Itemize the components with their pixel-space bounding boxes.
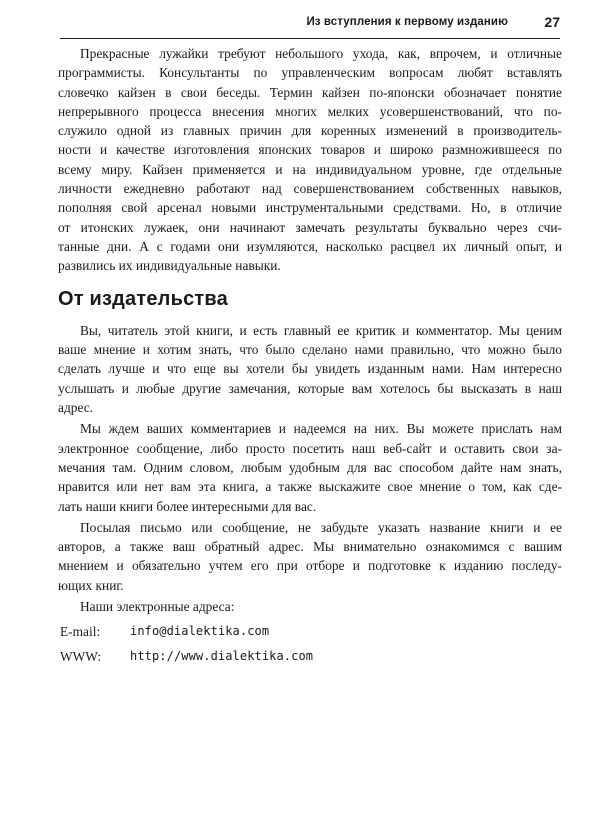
section-heading: От издательства [58,287,228,310]
running-header-title: Из вступления к первому изданию [306,16,508,28]
page-body [58,44,562,666]
intro-paragraph-line: пополняя свой арсенал новыми инструментальными средствами. Но, в отличие [58,200,562,216]
section-paragraph-2-line: лать наши книги более интересными для вас. [58,498,317,514]
section-paragraph-3-line: мнением и обязательно учтем его при отборе и подготовке к изданию последу- [58,558,562,574]
section-paragraph-1-line: услышать и любые другие замечания, которые вам хотелось бы высказать в наш [58,380,562,396]
section-paragraph-1-line: сделать лучше и что еще вы хотели бы увидеть изданным нами. Нам интересно [58,361,562,377]
intro-paragraph-line: словечко кайзен в свои беседы. Термин кайзен по-японски обозначает понятие [58,84,562,100]
section-paragraph-1-line: Вы, читатель этой книги, и есть главный ее критик и комментатор. Мы ценим [80,322,562,338]
address-www-value[interactable]: http://www.dialektika.com [130,648,314,663]
address-email [58,622,562,641]
section-paragraph-2 [58,419,562,515]
intro-paragraph-line: служило одной из главных причин для коренных изменений в производитель- [58,123,562,139]
intro-paragraph-line: от итонских лужаек, они начинают замечать результаты буквально через счи- [58,219,562,235]
section-paragraph-3-line: ющих книг. [58,577,124,593]
section-paragraph-1 [58,321,562,417]
section-paragraph-2-line: электронное сообщение, либо просто посетить наш веб-сайт и оставить свои за- [58,440,562,456]
intro-paragraph-line: ности и качестве изготовления японских товаров и широко размножившееся по [58,142,562,158]
intro-paragraph-line: танные дни. А с годами они изумляются, насколько расцвел их личный опыт, и [58,238,562,254]
running-header [60,14,560,36]
intro-paragraph-line: непрерывного процесса внесения многих мелких усовершенствований, что по- [58,103,562,119]
section-paragraph-3-line: Посылая письмо или сообщение, не забудьте указать название книги и ее [80,519,562,535]
section-paragraph-1-line: адрес. [58,400,94,416]
address-email-label: E-mail: [60,624,101,640]
section-paragraph-2-line: нравится или нет вам эта книга, а также выскажите свое мнение о том, как сде- [58,479,562,495]
intro-paragraph-line: программисты. Консультанты по управленческим вопросам любят вставлять [58,65,562,81]
page-number: 27 [544,14,560,30]
section-paragraph-2-line: Мы ждем ваших комментариев и надеемся на них. Вы можете прислать нам [80,421,562,437]
intro-paragraph-line: личности ежедневно работают над совершенствованием собственных навыков, [58,181,562,197]
address-www-label: WWW: [60,648,102,664]
intro-paragraph-line: Прекрасные лужайки требуют небольшого ухода, как, впрочем, и отличные [80,46,562,61]
section-paragraph-2-line: мечания там. Одним словом, любым удобным для вас способом дайте нам знать, [58,459,562,475]
intro-paragraph [58,44,562,276]
section-paragraph-3-line: авторов, а также ваш обратный адрес. Мы внимательно ознакомимся с вашим [58,539,562,555]
section-paragraph-3 [58,518,562,595]
address-email-value[interactable]: info@dialektika.com [130,624,270,639]
intro-paragraph-line: всему миру. Кайзен применяется и на индивидуальном уровне, где отдельные [58,161,562,177]
header-rule [60,38,560,39]
section-paragraph-1-line: ваше мнение и хотим знать, что было сделано нами правильно, что можно было [58,342,562,358]
intro-paragraph-line: развились их индивидуальные навыки. [58,258,281,274]
address-www [58,647,562,666]
addresses-lead: Наши электронные адреса: [80,599,235,615]
